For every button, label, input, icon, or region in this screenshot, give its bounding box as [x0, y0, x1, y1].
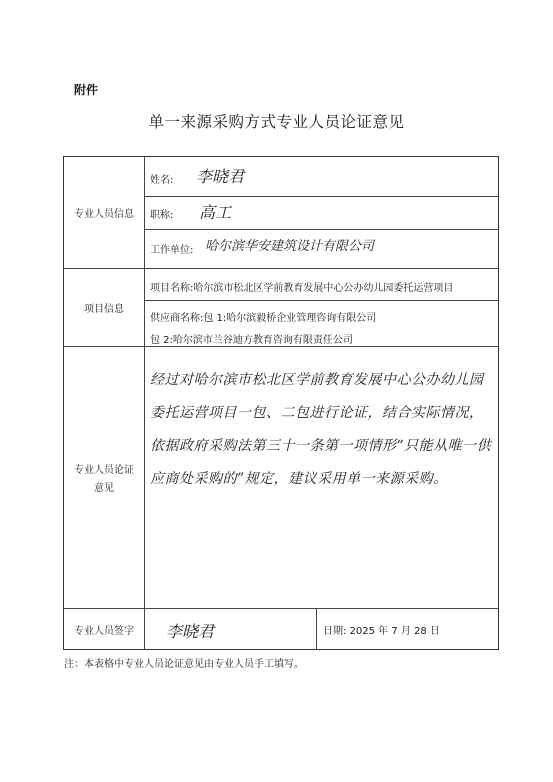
project-name	[150, 279, 453, 294]
table-divider	[144, 300, 499, 301]
table-divider	[144, 229, 499, 230]
signature-handwritten: 李晓君	[166, 622, 215, 641]
supplier-package-2: 包 2:哈尔滨市兰谷迪方教育咨询有限责任公司	[150, 335, 353, 346]
project-name-label: 项目名称:	[150, 283, 194, 294]
name-label: 姓名:	[150, 175, 174, 186]
table-divider	[63, 346, 499, 347]
title-label: 职称:	[150, 210, 174, 221]
table-divider	[144, 196, 499, 197]
signature-label: 专业人员签字	[74, 626, 134, 637]
package-1-value: 包 1:哈尔滨毅桥企业管理咨询有限公司	[203, 313, 377, 324]
title-handwritten: 高工	[199, 203, 232, 222]
project-info-label: 项目信息	[84, 304, 124, 315]
table-divider	[316, 608, 317, 650]
page-title: 单一来源采购方式专业人员论证意见	[148, 113, 405, 131]
opinion-label: 专业人员论证意见	[74, 465, 134, 494]
workplace-label: 工作单位:	[150, 245, 194, 256]
personal-info-label: 专业人员信息	[74, 209, 134, 220]
table-divider	[144, 156, 145, 650]
supplier-package-1	[150, 309, 376, 324]
opinion-handwritten: 经过对哈尔滨市松北区学前教育发展中心公办幼儿园委托运营项目一包、二包进行论证，结合实际情况，依据政府采购法第三十一条第一项情形“只能从唯一供应商处采购的”规定，建议采用单一来源采购。	[150, 372, 492, 487]
footnote: 注：本表格中专业人员论证意见由专业人员手工填写。	[64, 659, 304, 670]
project-name-value: 哈尔滨市松北区学前教育发展中心公办幼儿园委托运营项目	[193, 283, 454, 294]
date-label: 日期: 2025 年 7 月 28 日	[323, 626, 440, 637]
supplier-label: 供应商名称:	[150, 313, 204, 324]
table-divider	[63, 608, 499, 609]
name-handwritten: 李晓君	[196, 167, 245, 186]
attachment-label: 附件	[74, 83, 99, 97]
workplace-handwritten: 哈尔滨华安建筑设计有限公司	[205, 239, 375, 254]
table-divider	[63, 268, 499, 269]
